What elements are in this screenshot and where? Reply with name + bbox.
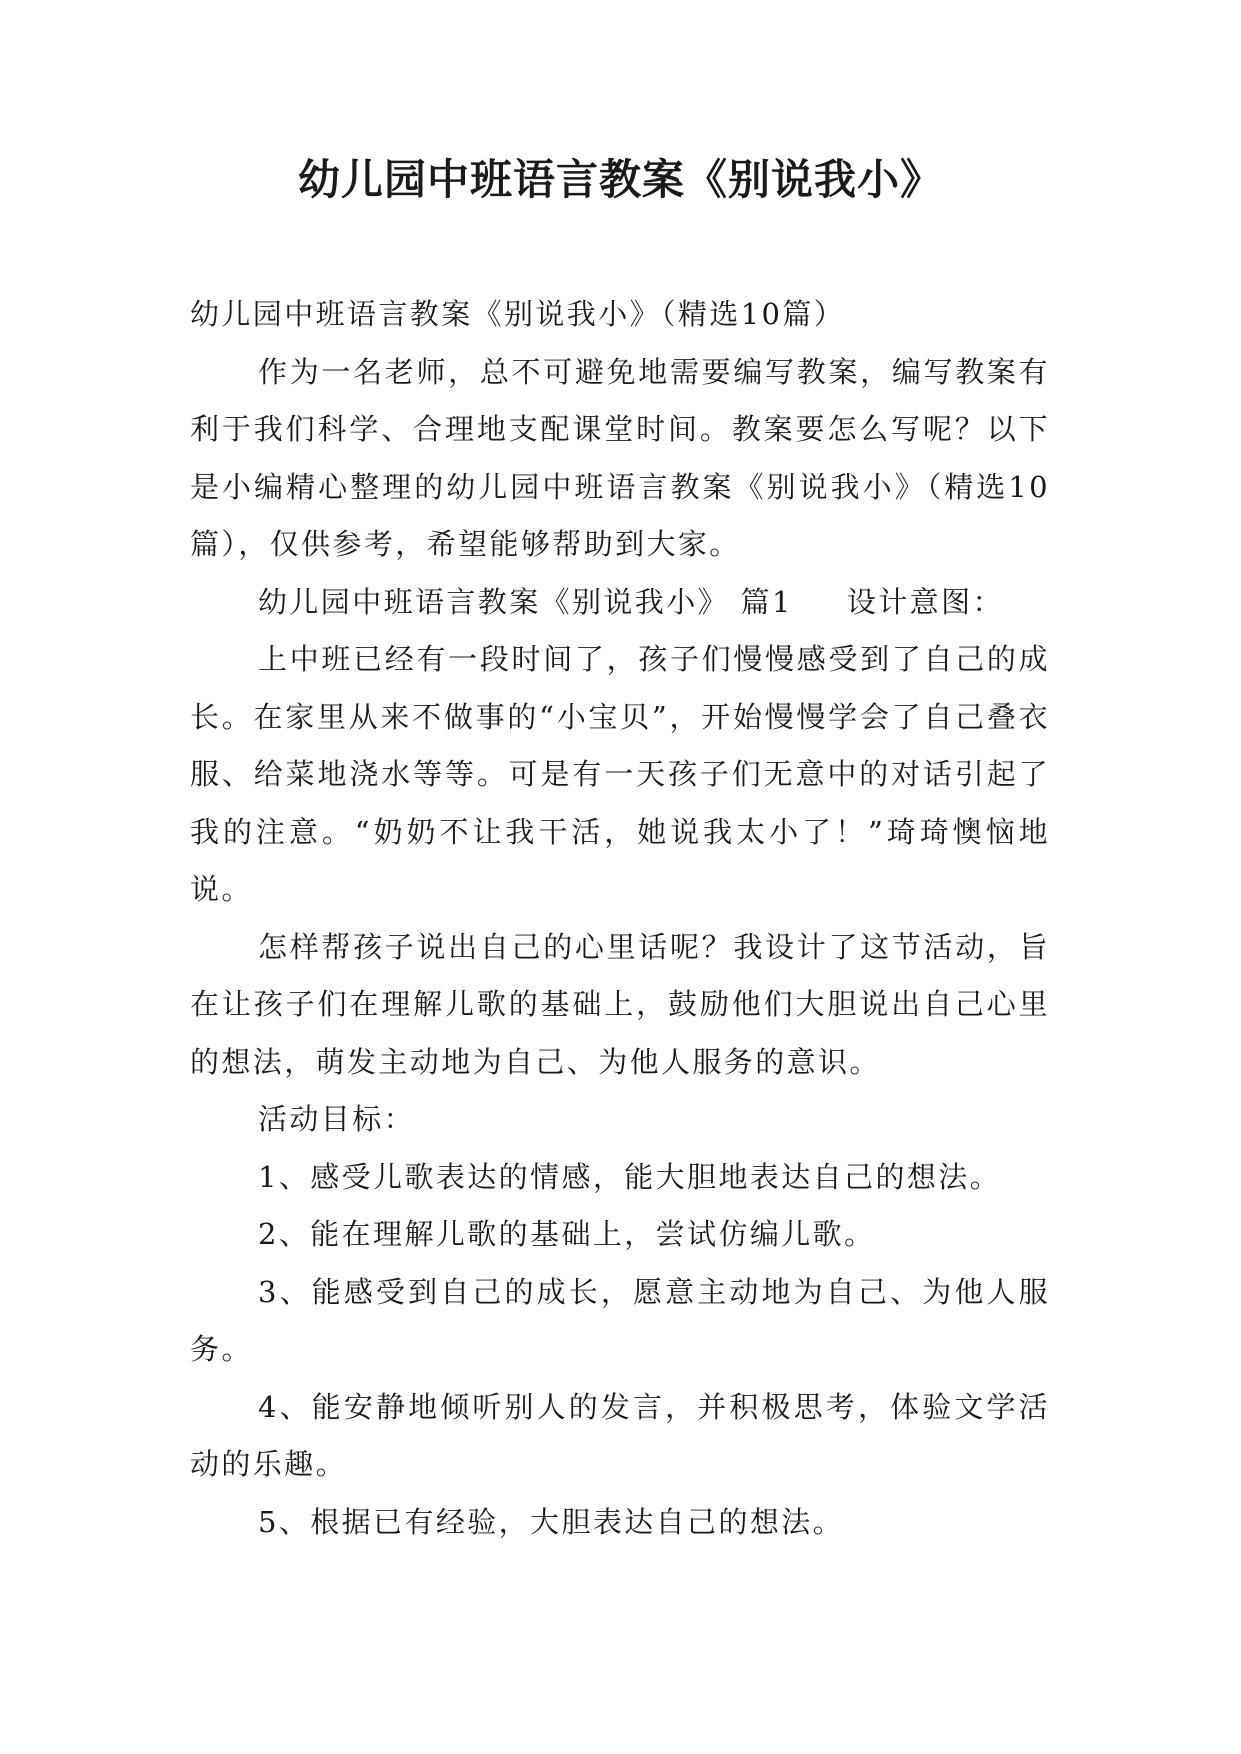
goals-heading: 活动目标： [258,1102,416,1136]
goal-item: 3、能感受到自己的成长，愿意主动地为自己、为他人服务。 [190,1274,1050,1366]
document-body [190,286,1050,1551]
goal-item: 2、能在理解儿歌的基础上，尝试仿编儿歌。 [258,1217,876,1251]
goal-item: 4、能安静地倾听别人的发言，并积极思考，体验文学活动的乐趣。 [190,1389,1050,1481]
design-intent-paragraph: 上中班已经有一段时间了，孩子们慢慢感受到了自己的成长。在家里从来不做事的“小宝贝”，开始慢慢学会了自己叠衣服、给菜地浇水等等。可是有一天孩子们无意中的对话引起了我的注意。“奶奶不让我干活，她说我太小了！”琦琦懊恼地说。 [190,642,1050,906]
section-heading [190,574,1050,632]
goal-item: 5、根据已有经验，大胆表达自己的想法。 [258,1504,845,1539]
section-title: 幼儿园中班语言教案《别说我小》 篇1 [258,584,793,619]
intro-paragraph: 作为一名老师，总不可避免地需要编写教案，编写教案有利于我们科学、合理地支配课堂时间。教案要怎么写呢？以下是小编精心整理的幼儿园中班语言教案《别说我小》（精选10篇），仅供参考，希望能够帮助到大家。 [190,354,1050,561]
goal-item: 1、感受儿歌表达的情感，能大胆地表达自己的想法。 [258,1159,1002,1194]
document-subtitle: 幼儿园中班语言教案《别说我小》（精选10篇） [190,297,846,331]
section-label: 设计意图： [846,584,1004,619]
document-title: 幼儿园中班语言教案《别说我小》 [297,155,943,204]
design-intent-paragraph-2: 怎样帮孩子说出自己的心里话呢？我设计了这节活动，旨在让孩子们在理解儿歌的基础上，鼓励他们大胆说出自己心里的想法，萌发主动地为自己、为他人服务的意识。 [190,929,1050,1079]
